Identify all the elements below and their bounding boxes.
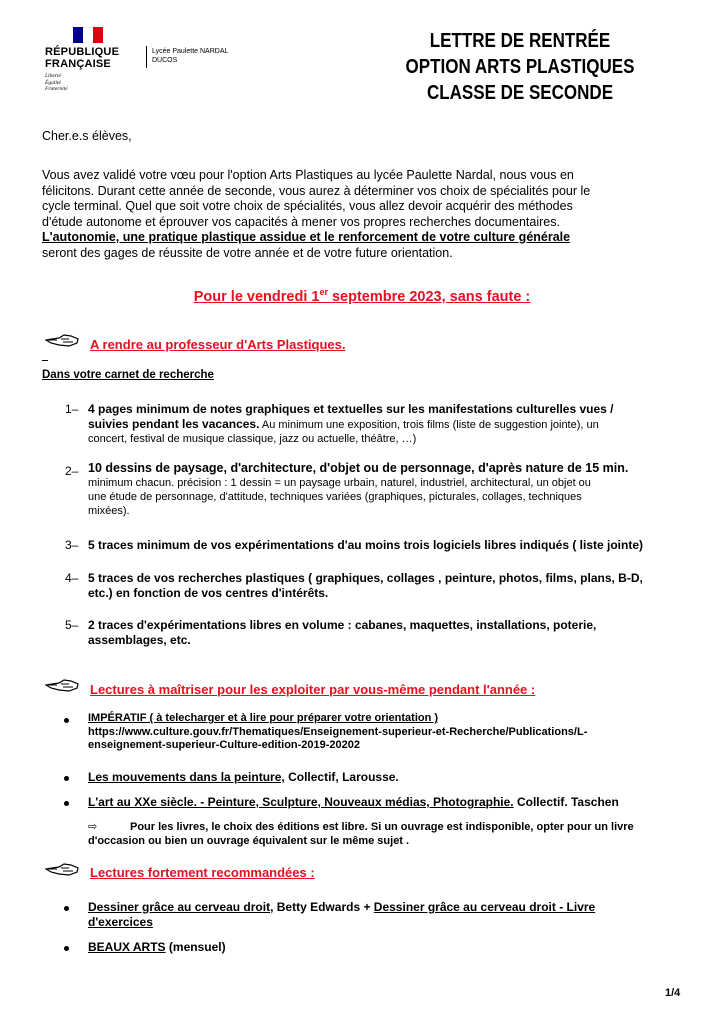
book-title: Dessiner grâce au cerveau droit,	[88, 900, 274, 914]
pointing-hand-icon	[45, 678, 79, 693]
item-number: 2–	[65, 464, 79, 478]
item-number: 1–	[65, 402, 79, 416]
greeting: Cher.e.s élèves,	[42, 129, 132, 143]
section-title-a-rendre: A rendre au professeur d'Arts Plastiques.	[90, 337, 346, 352]
bullet	[64, 776, 69, 781]
intro-line: cycle terminal. Quel que soit votre choix de spécialités, vous allez devoir acquérir des méthodes	[42, 199, 573, 213]
item-text: 5 traces de vos recherches plastiques ( graphiques, collages , peinture, photos, films, plans, B-D,	[88, 571, 643, 585]
section-title-lectures: Lectures à maîtriser pour les exploiter par vous-même pendant l'année :	[90, 682, 536, 697]
culture-link[interactable]: enseignement-superieur-Culture-edition-2019-20202	[88, 739, 361, 751]
bullet	[64, 801, 69, 806]
list-item	[88, 940, 226, 955]
document-title	[376, 28, 665, 106]
list-item	[88, 571, 708, 601]
divider	[42, 360, 48, 361]
arrow-icon: ⇨	[88, 821, 98, 833]
republique-francaise-logo-text	[45, 46, 119, 70]
pointing-hand-icon	[45, 333, 79, 348]
item-text: assemblages, etc.	[88, 633, 191, 647]
lycee-name	[152, 47, 228, 65]
book-title: Les mouvements dans la peinture,	[88, 770, 285, 784]
logo-separator	[146, 46, 147, 68]
intro-line: Vous avez validé votre vœu pour l'option Arts Plastiques au lycée Paulette Nardal, nous vous en	[42, 168, 574, 182]
intro-line: seront des gages de réussite de votre année et de votre future orientation.	[42, 245, 453, 260]
note-line: d'occasion ou bien un ouvrage équivalent sur le même sujet .	[88, 834, 410, 847]
item-text: une étude de personnage, d'attitude, techniques variées (graphiques, picturales, collages, techniques	[88, 491, 582, 503]
list-item	[88, 402, 708, 446]
republique-line: RÉPUBLIQUE	[45, 46, 120, 58]
magazine-title: BEAUX ARTS	[88, 940, 166, 954]
motto-egalite: Égalité	[45, 79, 61, 86]
lycee-line-2: DUCOS	[152, 57, 178, 64]
item-text: IMPÉRATIF ( à telecharger et à lire pour préparer votre orientation )	[88, 712, 439, 724]
deadline-heading	[0, 287, 724, 305]
republic-motto	[45, 73, 68, 93]
note-line: Pour les livres, le choix des éditions est libre. Si un ouvrage est indisponible, opter pour un livre	[130, 821, 634, 833]
section-title-recommandees: Lectures fortement recommandées :	[90, 865, 315, 880]
bullet	[64, 946, 69, 951]
list-item	[88, 461, 708, 518]
title-line-1: LETTRE DE RENTRÉE	[429, 30, 611, 52]
item-text: 2 traces d'expérimentations libres en volume : cabanes, maquettes, installations, poterie,	[88, 618, 597, 632]
book-author: Collectif, Larousse.	[284, 770, 399, 784]
deadline-sup: er	[319, 287, 328, 297]
list-item	[88, 618, 708, 648]
editions-note	[88, 821, 710, 848]
book-author: Betty Edwards +	[273, 900, 374, 914]
title-line-3: CLASSE DE SECONDE	[426, 82, 614, 104]
intro-paragraph	[42, 168, 702, 261]
list-item	[88, 712, 708, 753]
item-text: mixées).	[88, 505, 130, 517]
carnet-subtitle: Dans votre carnet de recherche	[42, 369, 214, 381]
motto-fraternite: Fraternité	[45, 86, 68, 92]
list-item	[88, 900, 708, 930]
page-number: 1/4	[665, 987, 681, 999]
bullet	[64, 718, 69, 723]
bullet	[64, 906, 69, 911]
item-number: 4–	[65, 571, 79, 585]
motto-liberte: Liberté	[45, 73, 61, 79]
item-text: 4 pages minimum de notes graphiques et textuelles sur les manifestations culturelles vues /	[88, 402, 614, 416]
book-title: d'exercices	[88, 915, 153, 929]
item-text: etc.) en fonction de vos centres d'intérêts.	[88, 586, 329, 600]
item-text: minimum chacun. précision : 1 dessin = un paysage urbain, naturel, industriel, architectural, un objet ou	[88, 477, 591, 489]
deadline-text-end: septembre 2023, sans faute :	[327, 288, 531, 305]
intro-line: félicitons. Durant cette année de seconde, vous aurez à déterminer vos choix de spécialités pour le	[42, 183, 591, 198]
item-text: suivies pendant les vacances.	[88, 417, 260, 431]
lycee-line-1: Lycée Paulette NARDAL	[152, 48, 229, 55]
book-title: Dessiner grâce au cerveau droit - Livre	[373, 900, 596, 914]
item-number: 5–	[65, 618, 79, 632]
book-author: Collectif. Taschen	[513, 795, 619, 809]
intro-emphasis-line: L'autonomie, une pratique plastique assidue et le renforcement de votre culture générale	[42, 230, 571, 244]
item-number: 3–	[65, 538, 79, 552]
item-text: concert, festival de musique classique, jazz ou actuelle, théâtre, …)	[88, 433, 417, 445]
list-item	[88, 795, 619, 810]
intro-line: d'étude autonome et éprouver vos capacités à mener vos propres recherches documentaires.	[42, 214, 560, 229]
culture-link[interactable]: https://www.culture.gouv.fr/Thematiques/Enseignement-superieur-et-Recherche/Publications/L-	[88, 725, 588, 738]
pointing-hand-icon	[45, 862, 79, 877]
deadline-text: Pour le vendredi 1	[193, 288, 320, 305]
republique-francaise-flag-icon	[73, 27, 103, 43]
item-text: 10 dessins de paysage, d'architecture, d'objet ou de personnage, d'après nature de 15 min.	[88, 461, 629, 475]
title-line-2: OPTION ARTS PLASTIQUES	[405, 56, 635, 78]
list-item: 5 traces minimum de vos expérimentations d'au moins trois logiciels libres indiqués ( liste jointe)	[88, 538, 643, 552]
francaise-line: FRANÇAISE	[45, 58, 111, 70]
book-title: L'art au XXe siècle. - Peinture, Sculpture, Nouveaux médias, Photographie.	[88, 795, 514, 809]
magazine-frequency: (mensuel)	[165, 940, 226, 954]
item-text: Au minimum une exposition, trois films (liste de suggestion jointe), un	[259, 419, 599, 431]
list-item	[88, 770, 399, 785]
